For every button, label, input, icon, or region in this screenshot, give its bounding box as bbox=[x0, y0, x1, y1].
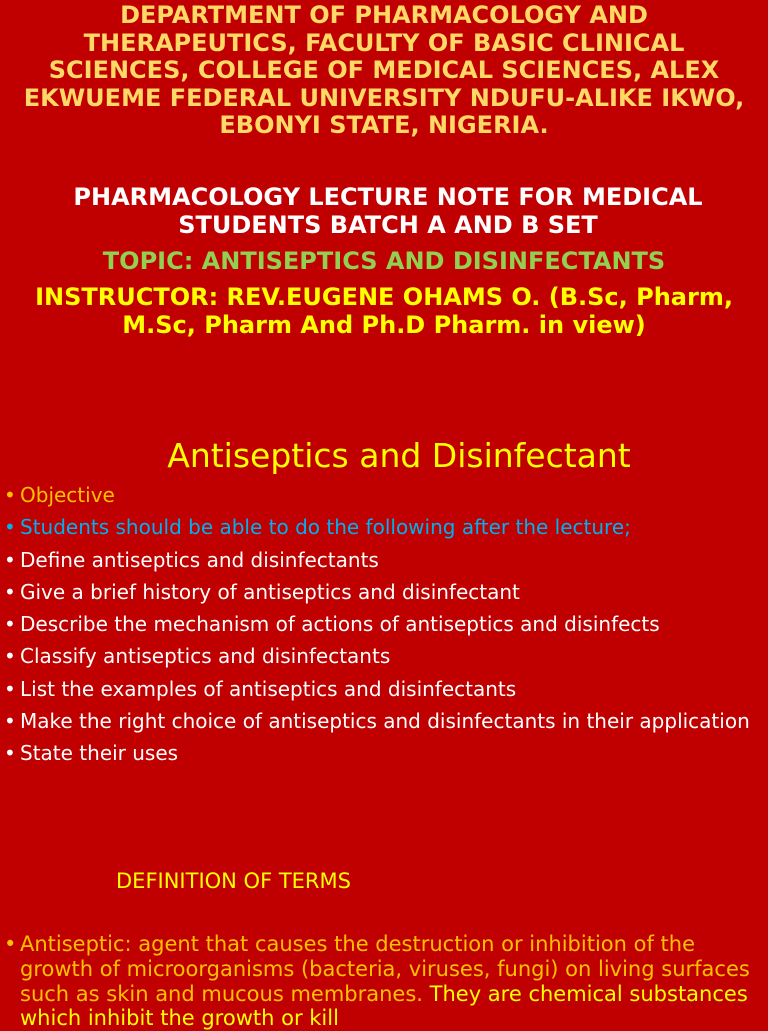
objective-item: • Describe the mechanism of actions of antiseptics and disinfects bbox=[4, 612, 764, 636]
objective-item: • List the examples of antiseptics and disinfectants bbox=[4, 677, 764, 701]
definitions-heading: DEFINITION OF TERMS bbox=[116, 869, 351, 893]
slide-title: Antiseptics and Disinfectant bbox=[167, 436, 631, 475]
topic-line: TOPIC: ANTISEPTICS AND DISINFECTANTS bbox=[102, 247, 666, 275]
objective-heading: • Objective bbox=[4, 483, 764, 507]
objective-item: • Give a brief history of antiseptics and disinfectant bbox=[4, 580, 764, 604]
lecture-note-title: PHARMACOLOGY LECTURE NOTE FOR MEDICAL STUDENTS BATCH A AND B SET bbox=[73, 183, 703, 239]
antiseptic-definition-continuation: They are chemical substances which inhibit the growth or kill bbox=[20, 981, 748, 1031]
antiseptic-definition-text: Antiseptic: agent that causes the destruction or inhibition of the growth of microorganisms (bacteria, viruses, fungi) on living surfaces such as skin and mucous membranes. bbox=[20, 932, 750, 1006]
objective-item: • Classify antiseptics and disinfectants bbox=[4, 644, 764, 668]
department-header: DEPARTMENT OF PHARMACOLOGY AND THERAPEUTICS, FACULTY OF BASIC CLINICAL SCIENCES, COLLEGE OF MEDICAL SCIENCES, ALEX EKWUEME FEDERAL UNIVERSITY NDUFU-ALIKE IKWO, EBONYI STATE, NIGERIA. bbox=[23, 1, 745, 140]
objectives-list bbox=[4, 483, 764, 774]
instructor-line: INSTRUCTOR: REV.EUGENE OHAMS O. (B.Sc, Pharm, M.Sc, Pharm And Ph.D Pharm. in view) bbox=[35, 283, 733, 339]
bullet-icon: • bbox=[4, 932, 17, 956]
objective-item: • Make the right choice of antiseptics and disinfectants in their application bbox=[4, 709, 764, 733]
objective-intro: • Students should be able to do the following after the lecture; bbox=[4, 515, 764, 539]
objective-item: • Define antiseptics and disinfectants bbox=[4, 548, 764, 572]
objective-item: • State their uses bbox=[4, 741, 764, 765]
antiseptic-definition bbox=[4, 932, 764, 1031]
